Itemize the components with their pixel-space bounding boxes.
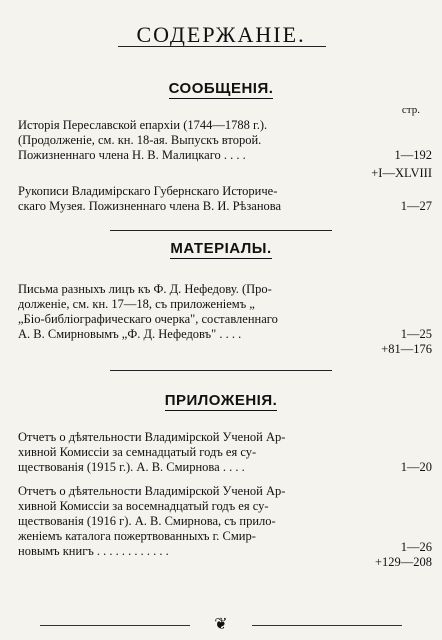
page-range: +I—XLVIII: [371, 166, 432, 180]
section-divider: [110, 230, 332, 231]
entry-pages: [352, 148, 432, 181]
page-range: 1—26: [400, 540, 432, 554]
toc-entry: [18, 184, 368, 214]
entry-line: хивной Комиссіи за семнадцатый годъ ея су-: [18, 445, 257, 459]
toc-entry: [18, 484, 368, 559]
entry-line: Письма разныхъ лицъ къ Ф. Д. Нефедову. (Про-: [18, 282, 272, 296]
page-range: 1—25: [400, 327, 432, 341]
page-title: СОДЕРЖАНІЕ.: [136, 22, 306, 47]
ornament-icon: ❦: [214, 616, 228, 633]
page-range: +81—176: [381, 342, 432, 356]
entry-line: А. В. Смирновымъ „Ф. Д. Нефедовъ" . . . .: [18, 327, 242, 341]
entry-line: Рукописи Владимірскаго Губернскаго Историче-: [18, 184, 278, 198]
entry-pages: [352, 540, 432, 570]
entry-line: (Продолженіе, см. кн. 18-ая. Выпускъ второй.: [18, 133, 262, 147]
entry-line: новымъ книгъ . . . . . . . . . . . .: [18, 544, 169, 558]
entry-line: Исторія Переславской епархіи (1744—1788 г.).: [18, 118, 268, 132]
section-heading-text: ПРИЛОЖЕНІЯ.: [164, 392, 278, 409]
entry-pages: [352, 327, 432, 357]
toc-entry: [18, 430, 368, 475]
entry-line: хивной Комиссіи за восемнадцатый годъ ея су-: [18, 499, 269, 513]
section-heading-text: МАТЕРІАЛЫ.: [170, 240, 272, 257]
section-heading-text: СООБЩЕНІЯ.: [168, 80, 274, 97]
entry-line: скаго Музея. Пожизненнаго члена В. И. Рѣзанова: [18, 199, 282, 213]
section-divider: [110, 370, 332, 371]
entry-line: женіемъ каталога пожертвованныхъ г. Смир-: [18, 529, 256, 543]
entry-pages: [352, 199, 432, 214]
section-heading-prilozheniya: [0, 392, 442, 409]
page-column-label: стр.: [401, 104, 420, 116]
entry-line: ществованія (1916 г). А. В. Смирнова, съ прило-: [18, 514, 276, 528]
footer-rule-right: [252, 625, 402, 626]
entry-line: Отчетъ о дѣятельности Владимірской Ученой Ар-: [18, 484, 286, 498]
toc-entry: [18, 118, 368, 163]
entry-line: долженіе, см. кн. 17—18, съ приложеніемъ „: [18, 297, 255, 311]
section-heading-materialy: [0, 240, 442, 257]
page-range: +129—208: [374, 555, 432, 569]
section-heading-soobshcheniya: [0, 80, 442, 97]
page-range: 1—27: [400, 199, 432, 213]
entry-line: ществованія (1915 г.). А. В. Смирнова . . . .: [18, 460, 245, 474]
page-range: 1—192: [394, 148, 432, 162]
entry-line: Отчетъ о дѣятельности Владимірской Ученой Ар-: [18, 430, 286, 444]
entry-line: Пожизненнаго члена Н. В. Малицкаго . . . .: [18, 148, 246, 162]
entry-line: „Біо-библіографическаго очерка", составленнаго: [18, 312, 278, 326]
toc-entry: [18, 282, 368, 342]
title-underline: [118, 46, 326, 47]
entry-pages: [352, 460, 432, 475]
page-range: 1—20: [400, 460, 432, 474]
